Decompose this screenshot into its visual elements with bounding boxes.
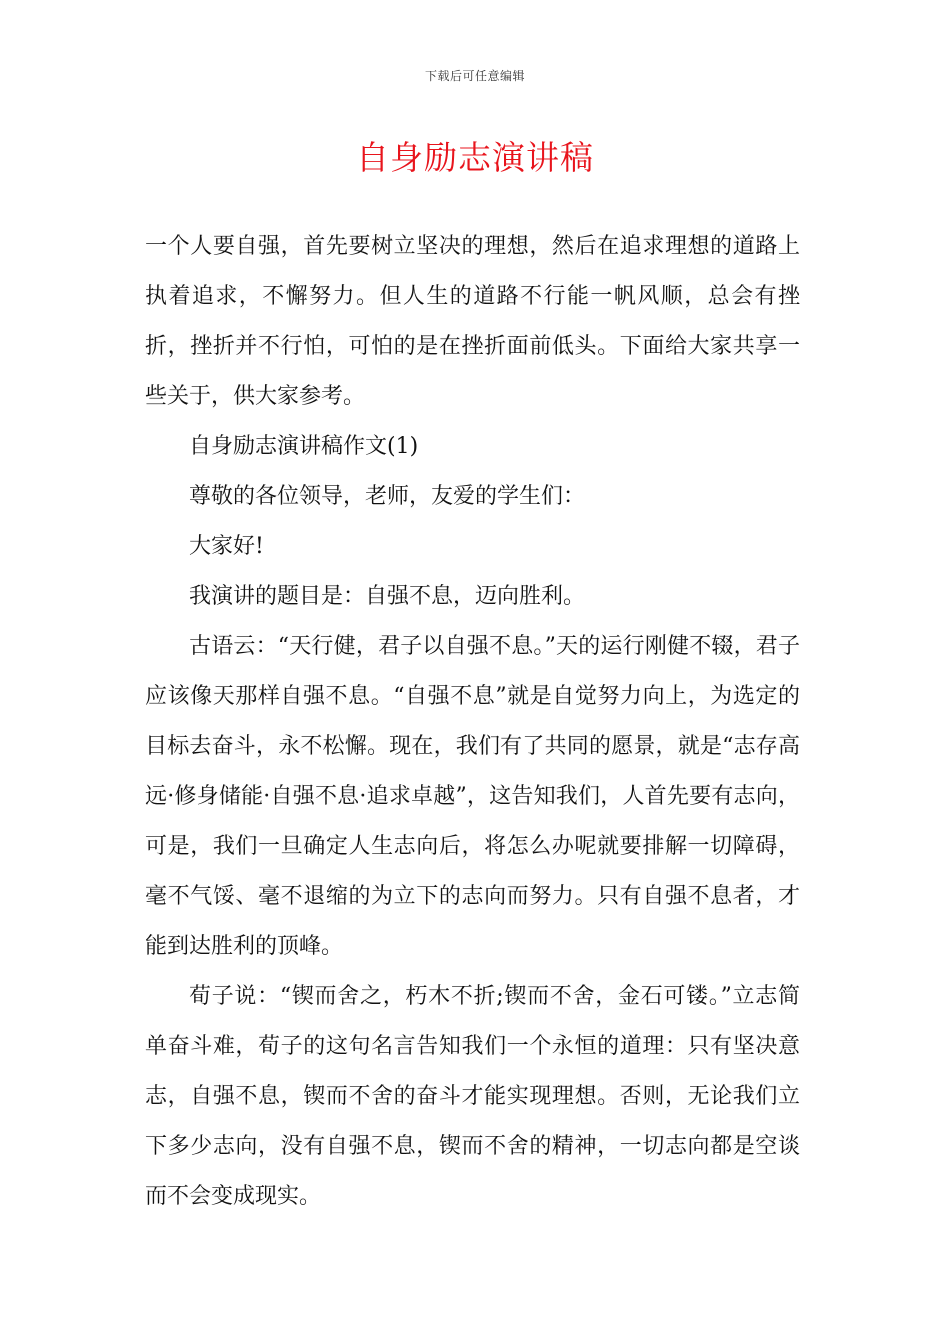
body-paragraph: 古语云：“天行健，君子以自强不息。”天的运行刚健不辍，君子应该像天那样自强不息。“自强不息”就是自觉努力向上，为选定的目标去奋斗，永不松懈。现在，我们有了共同的愿景，就是“志存高远·修身储能·自强不息·追求卓越”，这告知我们，人首先要有志向，可是，我们一旦确定人生志向后，将怎么办呢就要排解一切障碍，毫不气馁、毫不退缩的为立下的志向而努力。只有自强不息者，才能到达胜利的顶峰。 [145, 634, 800, 959]
body-paragraph: 荀子说：“锲而舍之，朽木不折;锲而不舍，金石可镂。”立志简单奋斗难，荀子的这句名言告知我们一个永恒的道理：只有坚决意志，自强不息，锲而不舍的奋斗才能实现理想。否则，无论我们立下多少志向，没有自强不息，锲而不舍的精神，一切志向都是空谈而不会变成现实。 [145, 984, 800, 1209]
document-body [145, 222, 800, 1222]
header-note: 下载后可任意编辑 [424, 69, 525, 83]
intro-paragraph: 一个人要自强，首先要树立坚决的理想，然后在追求理想的道路上执着追求，不懈努力。但人生的道路不行能一帆风顺，总会有挫折，挫折并不行怕，可怕的是在挫折面前低头。下面给大家共享一些关于，供大家参考。 [145, 234, 800, 409]
speech-topic: 我演讲的题目是：自强不息，迈向胜利。 [189, 584, 586, 609]
document-title: 自身励志演讲稿 [356, 138, 594, 177]
section-heading: 自身励志演讲稿作文(1) [189, 434, 419, 459]
salutation: 尊敬的各位领导，老师，友爱的学生们： [189, 484, 586, 509]
greeting: 大家好! [189, 534, 264, 559]
